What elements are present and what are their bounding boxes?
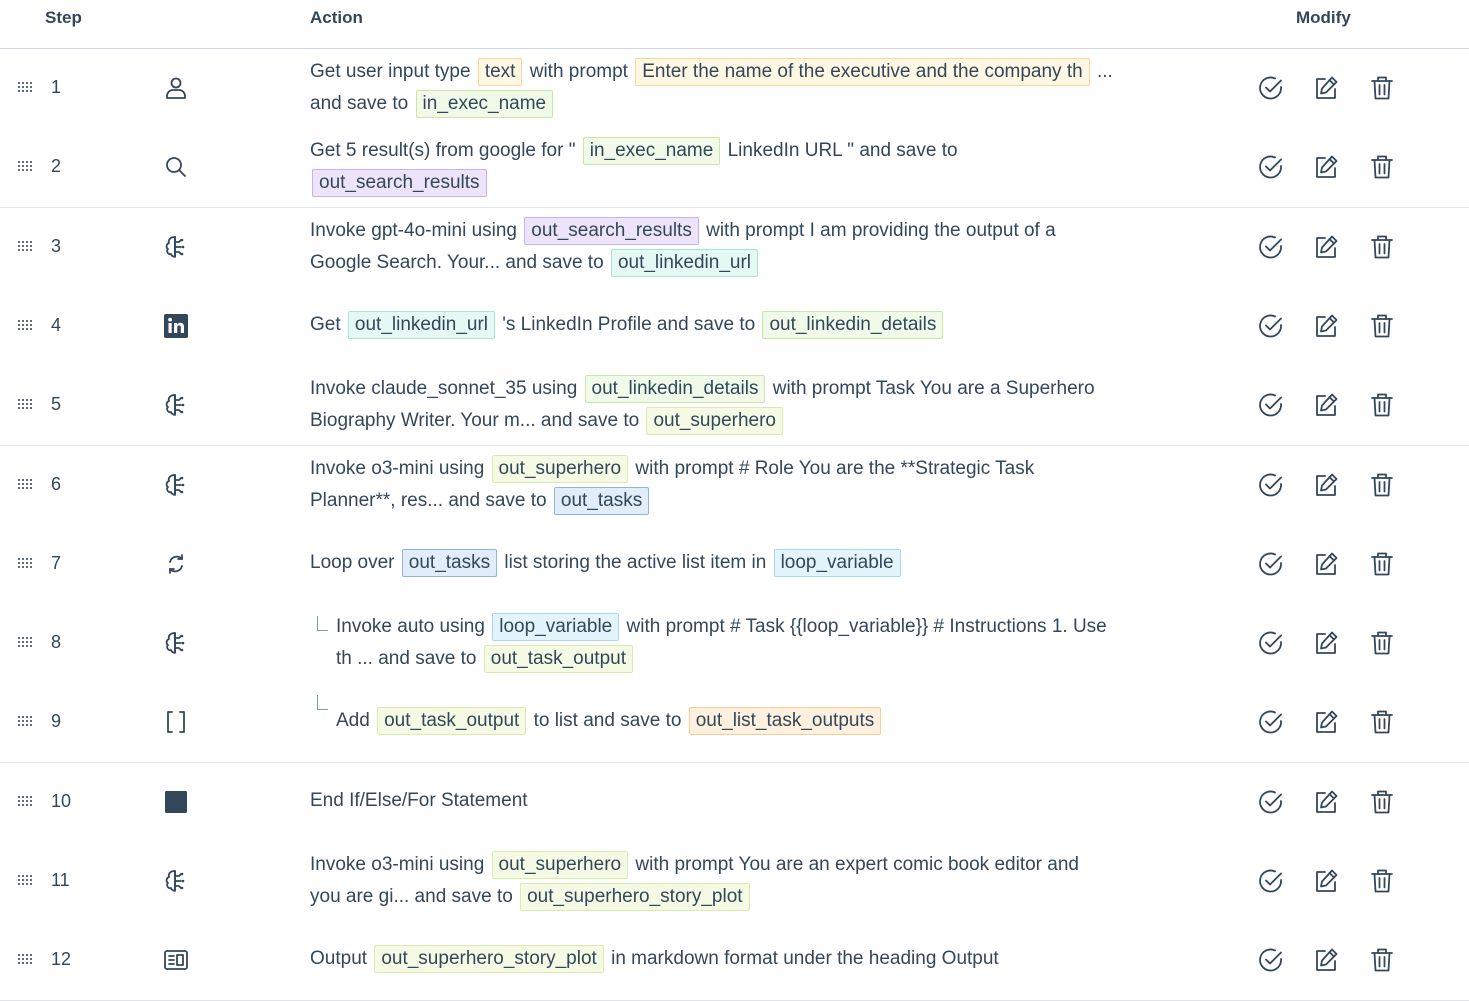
action-text: Add <box>336 710 376 732</box>
approve-icon[interactable] <box>1257 788 1285 816</box>
edit-icon[interactable] <box>1312 788 1340 816</box>
delete-icon[interactable] <box>1368 788 1396 816</box>
approve-icon[interactable] <box>1257 629 1285 657</box>
edit-icon[interactable] <box>1312 74 1340 102</box>
step-row[interactable] <box>0 446 1469 526</box>
action-text: to list and save to <box>528 710 687 732</box>
drag-handle-icon[interactable] <box>18 82 32 93</box>
action-text: Output <box>310 948 373 970</box>
table-header <box>0 0 1469 49</box>
delete-icon[interactable] <box>1368 391 1396 419</box>
edit-icon[interactable] <box>1312 867 1340 895</box>
drag-handle-icon[interactable] <box>18 875 32 886</box>
step-row[interactable] <box>0 842 1469 922</box>
approve-icon[interactable] <box>1257 471 1285 499</box>
step-row[interactable] <box>0 287 1469 367</box>
variable-chip: out_superhero_story_plot <box>374 945 603 973</box>
drag-handle-icon[interactable] <box>18 241 32 252</box>
drag-handle-icon[interactable] <box>18 716 32 727</box>
step-number: 5 <box>51 394 62 415</box>
nesting-indicator <box>317 616 328 631</box>
step-action-text <box>336 611 1216 675</box>
variable-chip: out_linkedin_details <box>762 311 943 339</box>
step-number: 3 <box>51 235 62 256</box>
step-action-text <box>310 785 1190 817</box>
variable-chip: out_tasks <box>554 487 649 515</box>
step-row[interactable] <box>0 921 1469 1001</box>
step-action-text <box>310 135 1190 199</box>
step-number: 2 <box>51 156 62 177</box>
linkedin-icon <box>162 312 190 340</box>
delete-icon[interactable] <box>1368 867 1396 895</box>
action-text: ... <box>1091 61 1113 82</box>
action-text: Invoke o3-mini using <box>310 457 490 479</box>
delete-icon[interactable] <box>1368 471 1396 499</box>
action-text: End If/Else/For Statement <box>310 789 528 811</box>
step-row[interactable] <box>0 604 1469 684</box>
modify-column-header: Modify <box>1296 8 1351 27</box>
action-text: with prompt # Task {{loop_variable}} # Instructions 1. Use <box>621 616 1107 638</box>
delete-icon[interactable] <box>1368 550 1396 578</box>
variable-chip: out_superhero <box>492 851 629 879</box>
variable-chip: out_tasks <box>402 549 497 577</box>
action-text: list storing the active list item in <box>499 551 772 573</box>
step-action-text <box>336 705 1216 737</box>
delete-icon[interactable] <box>1368 946 1396 974</box>
edit-icon[interactable] <box>1312 233 1340 261</box>
step-number: 1 <box>51 77 62 97</box>
variable-chip: loop_variable <box>492 613 619 641</box>
action-text: Get <box>310 313 346 335</box>
list-brackets-icon <box>162 708 190 736</box>
drag-handle-icon[interactable] <box>18 479 32 490</box>
drag-handle-icon[interactable] <box>18 320 32 331</box>
edit-icon[interactable] <box>1312 550 1340 578</box>
action-text: Loop over <box>310 551 400 573</box>
action-text: Biography Writer. Your m... and save to <box>310 410 645 432</box>
delete-icon[interactable] <box>1368 74 1396 102</box>
approve-icon[interactable] <box>1257 153 1285 181</box>
approve-icon[interactable] <box>1257 233 1285 261</box>
action-text: Invoke auto using <box>336 616 491 638</box>
action-text: 's LinkedIn Profile and save to <box>497 313 761 335</box>
variable-chip: out_linkedin_url <box>611 249 758 277</box>
step-action-text <box>310 849 1190 913</box>
action-text: with prompt <box>524 61 634 82</box>
action-text: LinkedIn URL " and save to <box>722 140 958 162</box>
drag-handle-icon[interactable] <box>18 637 32 648</box>
edit-icon[interactable] <box>1312 708 1340 736</box>
variable-chip: Enter the name of the executive and the company th <box>635 58 1089 86</box>
edit-icon[interactable] <box>1312 391 1340 419</box>
step-number: 12 <box>51 949 72 970</box>
action-text: with prompt Task You are a Superhero <box>767 378 1095 400</box>
edit-icon[interactable] <box>1312 629 1340 657</box>
step-row[interactable] <box>0 208 1469 288</box>
approve-icon[interactable] <box>1257 867 1285 895</box>
delete-icon[interactable] <box>1368 153 1396 181</box>
step-action-text <box>310 943 1190 975</box>
action-text: you are gi... and save to <box>310 886 519 907</box>
drag-handle-icon[interactable] <box>18 399 32 410</box>
variable-chip: out_superhero <box>492 455 629 483</box>
approve-icon[interactable] <box>1257 312 1285 340</box>
action-column-header: Action <box>310 8 363 27</box>
step-row[interactable] <box>0 49 1469 129</box>
variable-chip: loop_variable <box>774 549 901 577</box>
variable-chip: out_search_results <box>524 217 699 245</box>
edit-icon[interactable] <box>1312 946 1340 974</box>
step-number: 11 <box>51 870 70 890</box>
variable-chip: out_task_output <box>484 645 633 673</box>
approve-icon[interactable] <box>1257 74 1285 102</box>
variable-chip: out_search_results <box>312 169 487 197</box>
action-text: th ... and save to <box>336 648 482 670</box>
user-icon <box>162 74 190 102</box>
step-number: 6 <box>51 473 62 494</box>
step-action-text <box>310 373 1190 437</box>
action-text: Google Search. Your... and save to <box>310 251 609 273</box>
variable-chip: out_list_task_outputs <box>689 707 882 735</box>
edit-icon[interactable] <box>1312 312 1340 340</box>
variable-chip: out_task_output <box>377 707 526 735</box>
action-text: Invoke o3-mini using <box>310 854 490 875</box>
drag-handle-icon[interactable] <box>18 796 32 807</box>
action-text: Invoke gpt-4o-mini using <box>310 219 523 241</box>
drag-handle-icon[interactable] <box>18 558 32 569</box>
delete-icon[interactable] <box>1368 629 1396 657</box>
action-text: and save to <box>310 93 414 114</box>
step-action-text <box>310 309 1190 341</box>
stop-square-icon <box>162 788 190 816</box>
drag-handle-icon[interactable] <box>18 161 32 172</box>
drag-handle-icon[interactable] <box>18 954 32 965</box>
action-text: Get 5 result(s) from google for " <box>310 140 581 162</box>
action-text: Get user input type <box>310 61 476 82</box>
step-number: 10 <box>51 790 72 811</box>
approve-icon[interactable] <box>1257 550 1285 578</box>
step-number: 9 <box>51 711 62 732</box>
approve-icon[interactable] <box>1257 391 1285 419</box>
variable-chip: out_linkedin_url <box>348 311 495 339</box>
delete-icon[interactable] <box>1368 233 1396 261</box>
edit-icon[interactable] <box>1312 153 1340 181</box>
action-text: in markdown format under the heading Output <box>605 948 999 970</box>
search-icon <box>162 153 190 181</box>
edit-icon[interactable] <box>1312 471 1340 499</box>
action-text: with prompt You are an expert comic book editor and <box>630 854 1079 875</box>
ai-brain-icon <box>162 471 190 499</box>
nesting-indicator <box>317 695 328 710</box>
approve-icon[interactable] <box>1257 708 1285 736</box>
step-action-text <box>310 215 1190 279</box>
step-action-text <box>310 453 1190 517</box>
action-text: Invoke claude_sonnet_35 using <box>310 378 583 400</box>
loop-icon <box>162 550 190 578</box>
step-number: 8 <box>51 632 62 653</box>
action-text: Planner**, res... and save to <box>310 489 552 511</box>
delete-icon[interactable] <box>1368 708 1396 736</box>
step-column-header: Step <box>45 8 82 27</box>
ai-brain-icon <box>162 867 190 895</box>
step-action-text <box>310 56 1190 120</box>
approve-icon[interactable] <box>1257 946 1285 974</box>
action-text: with prompt # Role You are the **Strategic Task <box>630 457 1035 479</box>
step-row[interactable] <box>0 128 1469 208</box>
step-action-text <box>310 547 1190 579</box>
output-card-icon <box>162 946 190 974</box>
ai-brain-icon <box>162 391 190 419</box>
step-row[interactable] <box>0 763 1469 843</box>
variable-chip: in_exec_name <box>416 90 554 118</box>
delete-icon[interactable] <box>1368 312 1396 340</box>
step-row[interactable] <box>0 366 1469 446</box>
variable-chip: text <box>478 58 523 86</box>
step-number: 4 <box>51 314 62 335</box>
ai-brain-icon <box>162 233 190 261</box>
variable-chip: out_superhero <box>646 407 783 435</box>
variable-chip: out_superhero_story_plot <box>520 883 749 911</box>
step-row[interactable] <box>0 683 1469 763</box>
step-row[interactable] <box>0 525 1469 605</box>
step-number: 7 <box>51 552 62 573</box>
ai-brain-icon <box>162 629 190 657</box>
variable-chip: in_exec_name <box>583 137 721 165</box>
action-text: with prompt I am providing the output of a <box>700 219 1056 241</box>
variable-chip: out_linkedin_details <box>585 375 766 403</box>
